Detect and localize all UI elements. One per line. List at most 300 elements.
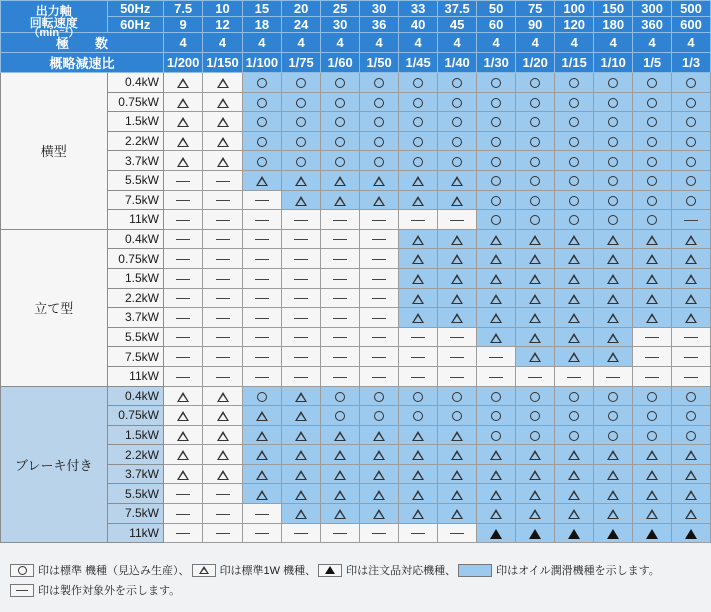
triangle-outline-icon xyxy=(529,450,541,460)
circle-icon xyxy=(686,431,696,441)
availability-cell xyxy=(438,464,477,484)
triangle-outline-icon xyxy=(295,470,307,480)
legend-text: 印は製作対象外を示します。 xyxy=(38,585,181,597)
availability-cell xyxy=(633,308,672,328)
legend-swatch xyxy=(10,584,34,597)
dash-icon xyxy=(372,377,386,378)
dash-icon xyxy=(294,279,308,280)
availability-cell xyxy=(399,190,438,210)
circle-icon xyxy=(374,117,384,127)
table-row xyxy=(1,190,711,210)
table-row xyxy=(1,366,711,386)
circle-icon xyxy=(296,157,306,167)
table-row xyxy=(1,386,711,406)
table-row xyxy=(1,445,711,465)
triangle-outline-icon xyxy=(607,352,619,362)
triangle-outline-icon xyxy=(451,509,463,519)
triangle-outline-icon xyxy=(217,431,229,441)
dash-icon xyxy=(176,200,190,201)
availability-cell xyxy=(163,366,202,386)
dash-icon xyxy=(333,357,347,358)
circle-icon xyxy=(257,78,267,88)
availability-cell xyxy=(399,229,438,249)
availability-cell xyxy=(163,210,202,230)
dash-icon xyxy=(255,220,269,221)
availability-cell xyxy=(594,464,633,484)
triangle-outline-icon xyxy=(490,490,502,500)
circle-icon xyxy=(569,78,579,88)
availability-cell xyxy=(282,268,321,288)
availability-cell xyxy=(163,268,202,288)
circle-icon xyxy=(608,98,618,108)
circle-icon xyxy=(491,411,501,421)
circle-icon xyxy=(257,117,267,127)
circle-icon xyxy=(335,117,345,127)
legend-swatch xyxy=(318,564,342,577)
dash-icon xyxy=(606,377,620,378)
circle-icon xyxy=(413,411,423,421)
availability-cell xyxy=(282,170,321,190)
availability-cell xyxy=(321,484,360,504)
availability-cell xyxy=(321,386,360,406)
availability-cell xyxy=(203,406,242,426)
triangle-outline-icon xyxy=(529,352,541,362)
speed-50hz-cell: 150 xyxy=(594,1,633,17)
availability-cell xyxy=(163,112,202,132)
legend-text: 印は標準1W 機種、 xyxy=(219,565,317,577)
availability-cell xyxy=(438,190,477,210)
dash-icon xyxy=(450,533,464,534)
availability-cell xyxy=(163,308,202,328)
dash-icon xyxy=(176,494,190,495)
table-row xyxy=(1,523,711,543)
legend-swatch xyxy=(192,564,216,577)
availability-cell xyxy=(477,308,516,328)
availability-cell xyxy=(360,347,399,367)
dash-icon xyxy=(294,298,308,299)
circle-icon xyxy=(569,411,579,421)
speed-60hz-cell: 36 xyxy=(360,17,399,33)
legend-item xyxy=(10,562,190,578)
triangle-outline-icon xyxy=(177,431,189,441)
triangle-outline-icon xyxy=(256,431,268,441)
availability-cell xyxy=(399,308,438,328)
triangle-outline-icon xyxy=(685,450,697,460)
triangle-outline-icon xyxy=(568,490,580,500)
availability-cell xyxy=(242,92,281,112)
availability-cell xyxy=(360,464,399,484)
availability-cell xyxy=(163,170,202,190)
availability-cell xyxy=(282,484,321,504)
dash-icon xyxy=(176,259,190,260)
dash-icon xyxy=(294,239,308,240)
triangle-outline-icon xyxy=(568,313,580,323)
circle-icon xyxy=(530,411,540,421)
availability-cell xyxy=(555,445,594,465)
triangle-outline-icon xyxy=(295,196,307,206)
triangle-outline-icon xyxy=(529,274,541,284)
triangle-filled-icon xyxy=(490,529,502,539)
availability-cell xyxy=(438,523,477,543)
availability-cell xyxy=(477,131,516,151)
triangle-outline-icon xyxy=(373,196,385,206)
availability-cell xyxy=(321,92,360,112)
circle-icon xyxy=(530,137,540,147)
circle-icon xyxy=(452,117,462,127)
triangle-outline-icon xyxy=(177,78,189,88)
availability-cell xyxy=(633,425,672,445)
availability-cell xyxy=(438,131,477,151)
circle-icon xyxy=(608,411,618,421)
table-row xyxy=(1,151,711,171)
ratio-cell: 1/10 xyxy=(594,53,633,73)
circle-icon xyxy=(335,157,345,167)
availability-cell xyxy=(242,523,281,543)
availability-cell xyxy=(321,288,360,308)
triangle-outline-icon xyxy=(685,235,697,245)
triangle-outline-icon xyxy=(412,196,424,206)
speed-50hz-cell: 15 xyxy=(242,1,281,17)
poles-cell: 4 xyxy=(399,33,438,53)
dash-icon xyxy=(294,220,308,221)
triangle-outline-icon xyxy=(412,254,424,264)
triangle-outline-icon xyxy=(177,137,189,147)
availability-cell xyxy=(321,73,360,93)
poles-cell: 4 xyxy=(555,33,594,53)
availability-cell xyxy=(242,190,281,210)
triangle-outline-icon xyxy=(373,470,385,480)
availability-cell xyxy=(594,73,633,93)
dash-icon xyxy=(255,279,269,280)
availability-cell xyxy=(203,210,242,230)
availability-cell xyxy=(477,366,516,386)
availability-cell xyxy=(242,151,281,171)
triangle-outline-icon xyxy=(451,196,463,206)
dash-icon xyxy=(372,533,386,534)
dash-icon xyxy=(216,298,230,299)
circle-icon xyxy=(569,215,579,225)
availability-cell xyxy=(477,504,516,524)
availability-cell xyxy=(321,151,360,171)
availability-cell xyxy=(477,190,516,210)
availability-cell xyxy=(399,112,438,132)
triangle-outline-icon xyxy=(217,470,229,480)
dash-icon xyxy=(645,357,659,358)
circle-icon xyxy=(452,78,462,88)
triangle-outline-icon xyxy=(490,274,502,284)
circle-icon xyxy=(335,137,345,147)
availability-cell xyxy=(594,386,633,406)
availability-cell xyxy=(203,308,242,328)
triangle-outline-icon xyxy=(568,333,580,343)
legend-line-1 xyxy=(10,560,710,580)
speed-title-unit: （min⁻¹） xyxy=(28,27,80,39)
availability-cell xyxy=(321,229,360,249)
triangle-outline-icon xyxy=(568,235,580,245)
circle-icon xyxy=(296,117,306,127)
availability-cell xyxy=(477,406,516,426)
dash-icon xyxy=(294,259,308,260)
triangle-outline-icon xyxy=(607,274,619,284)
header-row-50hz xyxy=(1,1,711,17)
availability-cell xyxy=(672,249,711,269)
availability-cell xyxy=(477,386,516,406)
availability-cell xyxy=(633,484,672,504)
oil-lubrication-swatch xyxy=(458,564,492,577)
hz60-label: 60Hz xyxy=(107,17,163,33)
availability-cell xyxy=(438,170,477,190)
triangle-outline-icon xyxy=(199,566,209,574)
availability-cell xyxy=(438,288,477,308)
triangle-outline-icon xyxy=(607,470,619,480)
availability-cell xyxy=(633,151,672,171)
availability-cell xyxy=(633,347,672,367)
circle-icon xyxy=(608,196,618,206)
availability-cell xyxy=(672,327,711,347)
circle-icon xyxy=(413,117,423,127)
table-row xyxy=(1,425,711,445)
circle-icon xyxy=(491,98,501,108)
triangle-outline-icon xyxy=(529,254,541,264)
availability-cell xyxy=(163,327,202,347)
availability-cell xyxy=(399,504,438,524)
circle-icon xyxy=(18,566,27,575)
circle-icon xyxy=(491,78,501,88)
speed-60hz-cell: 120 xyxy=(555,17,594,33)
power-label: 2.2kW xyxy=(107,445,163,465)
availability-cell xyxy=(633,406,672,426)
availability-cell xyxy=(633,523,672,543)
triangle-outline-icon xyxy=(373,509,385,519)
availability-cell xyxy=(516,229,555,249)
triangle-outline-icon xyxy=(646,235,658,245)
availability-cell xyxy=(672,210,711,230)
availability-cell xyxy=(633,92,672,112)
availability-cell xyxy=(321,445,360,465)
availability-cell xyxy=(594,170,633,190)
availability-cell xyxy=(438,73,477,93)
availability-cell xyxy=(203,445,242,465)
availability-cell xyxy=(203,73,242,93)
availability-cell xyxy=(321,190,360,210)
availability-cell xyxy=(321,249,360,269)
table-row xyxy=(1,406,711,426)
availability-cell xyxy=(438,347,477,367)
availability-cell xyxy=(438,386,477,406)
dash-icon xyxy=(684,377,698,378)
triangle-outline-icon xyxy=(177,392,189,402)
triangle-outline-icon xyxy=(295,392,307,402)
legend-item xyxy=(318,562,456,578)
availability-cell xyxy=(555,347,594,367)
availability-cell xyxy=(555,464,594,484)
availability-cell xyxy=(594,112,633,132)
availability-cell xyxy=(399,366,438,386)
dash-icon xyxy=(489,357,503,358)
legend-text: 印は注文品対応機種、 xyxy=(346,565,457,577)
circle-icon xyxy=(608,157,618,167)
triangle-outline-icon xyxy=(256,470,268,480)
circle-icon xyxy=(686,392,696,402)
table-row xyxy=(1,249,711,269)
circle-icon xyxy=(647,215,657,225)
dash-icon xyxy=(216,357,230,358)
availability-cell xyxy=(163,445,202,465)
availability-cell xyxy=(438,210,477,230)
power-label: 1.5kW xyxy=(107,112,163,132)
circle-icon xyxy=(647,137,657,147)
dash-icon xyxy=(255,298,269,299)
ratio-cell: 1/150 xyxy=(203,53,242,73)
speed-60hz-cell: 9 xyxy=(163,17,202,33)
availability-cell xyxy=(399,386,438,406)
dash-icon xyxy=(294,533,308,534)
dash-icon xyxy=(372,239,386,240)
circle-icon xyxy=(530,196,540,206)
availability-cell xyxy=(516,112,555,132)
dash-icon xyxy=(333,318,347,319)
dash-icon xyxy=(450,337,464,338)
circle-icon xyxy=(686,137,696,147)
dash-icon xyxy=(216,318,230,319)
availability-cell xyxy=(399,327,438,347)
availability-cell xyxy=(242,112,281,132)
availability-cell xyxy=(360,92,399,112)
availability-cell xyxy=(242,73,281,93)
table-row xyxy=(1,210,711,230)
dash-icon xyxy=(176,239,190,240)
triangle-outline-icon xyxy=(256,411,268,421)
circle-icon xyxy=(296,137,306,147)
poles-cell: 4 xyxy=(242,33,281,53)
triangle-outline-icon xyxy=(177,411,189,421)
dash-icon xyxy=(372,220,386,221)
dash-icon xyxy=(333,533,347,534)
availability-cell xyxy=(633,464,672,484)
triangle-outline-icon xyxy=(334,431,346,441)
circle-icon xyxy=(374,78,384,88)
availability-cell xyxy=(360,151,399,171)
speed-60hz-cell: 24 xyxy=(282,17,321,33)
availability-cell xyxy=(242,327,281,347)
availability-cell xyxy=(438,425,477,445)
dash-icon xyxy=(411,220,425,221)
triangle-outline-icon xyxy=(685,294,697,304)
triangle-outline-icon xyxy=(295,176,307,186)
circle-icon xyxy=(530,78,540,88)
availability-cell xyxy=(594,445,633,465)
circle-icon xyxy=(686,157,696,167)
power-label: 0.75kW xyxy=(107,406,163,426)
availability-cell xyxy=(477,210,516,230)
dash-icon xyxy=(411,337,425,338)
dash-icon xyxy=(216,533,230,534)
availability-cell xyxy=(555,92,594,112)
dash-icon xyxy=(255,357,269,358)
dash-icon xyxy=(333,298,347,299)
table-row xyxy=(1,327,711,347)
circle-icon xyxy=(608,117,618,127)
availability-cell xyxy=(399,445,438,465)
power-label: 0.4kW xyxy=(107,229,163,249)
availability-cell xyxy=(282,386,321,406)
circle-icon xyxy=(491,196,501,206)
availability-cell xyxy=(594,151,633,171)
availability-cell xyxy=(594,406,633,426)
circle-icon xyxy=(452,411,462,421)
availability-cell xyxy=(399,151,438,171)
dash-icon xyxy=(450,377,464,378)
availability-cell xyxy=(282,366,321,386)
circle-icon xyxy=(374,157,384,167)
availability-cell xyxy=(360,504,399,524)
power-label: 2.2kW xyxy=(107,288,163,308)
triangle-outline-icon xyxy=(685,313,697,323)
availability-cell xyxy=(477,347,516,367)
triangle-outline-icon xyxy=(256,450,268,460)
triangle-outline-icon xyxy=(451,313,463,323)
circle-icon xyxy=(296,78,306,88)
circle-icon xyxy=(530,392,540,402)
availability-cell xyxy=(282,190,321,210)
availability-cell xyxy=(516,268,555,288)
dash-icon xyxy=(176,298,190,299)
triangle-outline-icon xyxy=(607,254,619,264)
availability-cell xyxy=(242,386,281,406)
triangle-outline-icon xyxy=(217,411,229,421)
circle-icon xyxy=(608,215,618,225)
ratio-cell: 1/20 xyxy=(516,53,555,73)
availability-cell xyxy=(203,464,242,484)
availability-cell xyxy=(555,73,594,93)
availability-cell xyxy=(633,229,672,249)
availability-cell xyxy=(360,249,399,269)
dash-icon xyxy=(294,318,308,319)
triangle-outline-icon xyxy=(295,450,307,460)
availability-cell xyxy=(555,523,594,543)
availability-cell xyxy=(282,210,321,230)
triangle-outline-icon xyxy=(607,509,619,519)
triangle-outline-icon xyxy=(451,254,463,264)
dash-icon xyxy=(176,533,190,534)
availability-cell xyxy=(203,131,242,151)
availability-cell xyxy=(163,229,202,249)
circle-icon xyxy=(569,431,579,441)
triangle-outline-icon xyxy=(217,157,229,167)
dash-icon xyxy=(411,357,425,358)
ratio-cell: 1/50 xyxy=(360,53,399,73)
triangle-outline-icon xyxy=(490,254,502,264)
poles-cell: 4 xyxy=(594,33,633,53)
availability-cell xyxy=(477,112,516,132)
availability-cell xyxy=(594,92,633,112)
availability-cell xyxy=(594,425,633,445)
circle-icon xyxy=(413,157,423,167)
availability-cell xyxy=(360,131,399,151)
availability-cell xyxy=(477,327,516,347)
availability-cell xyxy=(282,406,321,426)
dash-icon xyxy=(176,357,190,358)
circle-icon xyxy=(491,215,501,225)
poles-cell: 4 xyxy=(633,33,672,53)
triangle-outline-icon xyxy=(334,196,346,206)
triangle-outline-icon xyxy=(412,313,424,323)
availability-cell xyxy=(555,229,594,249)
availability-cell xyxy=(633,504,672,524)
table-row xyxy=(1,504,711,524)
availability-cell xyxy=(555,366,594,386)
availability-cell xyxy=(438,229,477,249)
